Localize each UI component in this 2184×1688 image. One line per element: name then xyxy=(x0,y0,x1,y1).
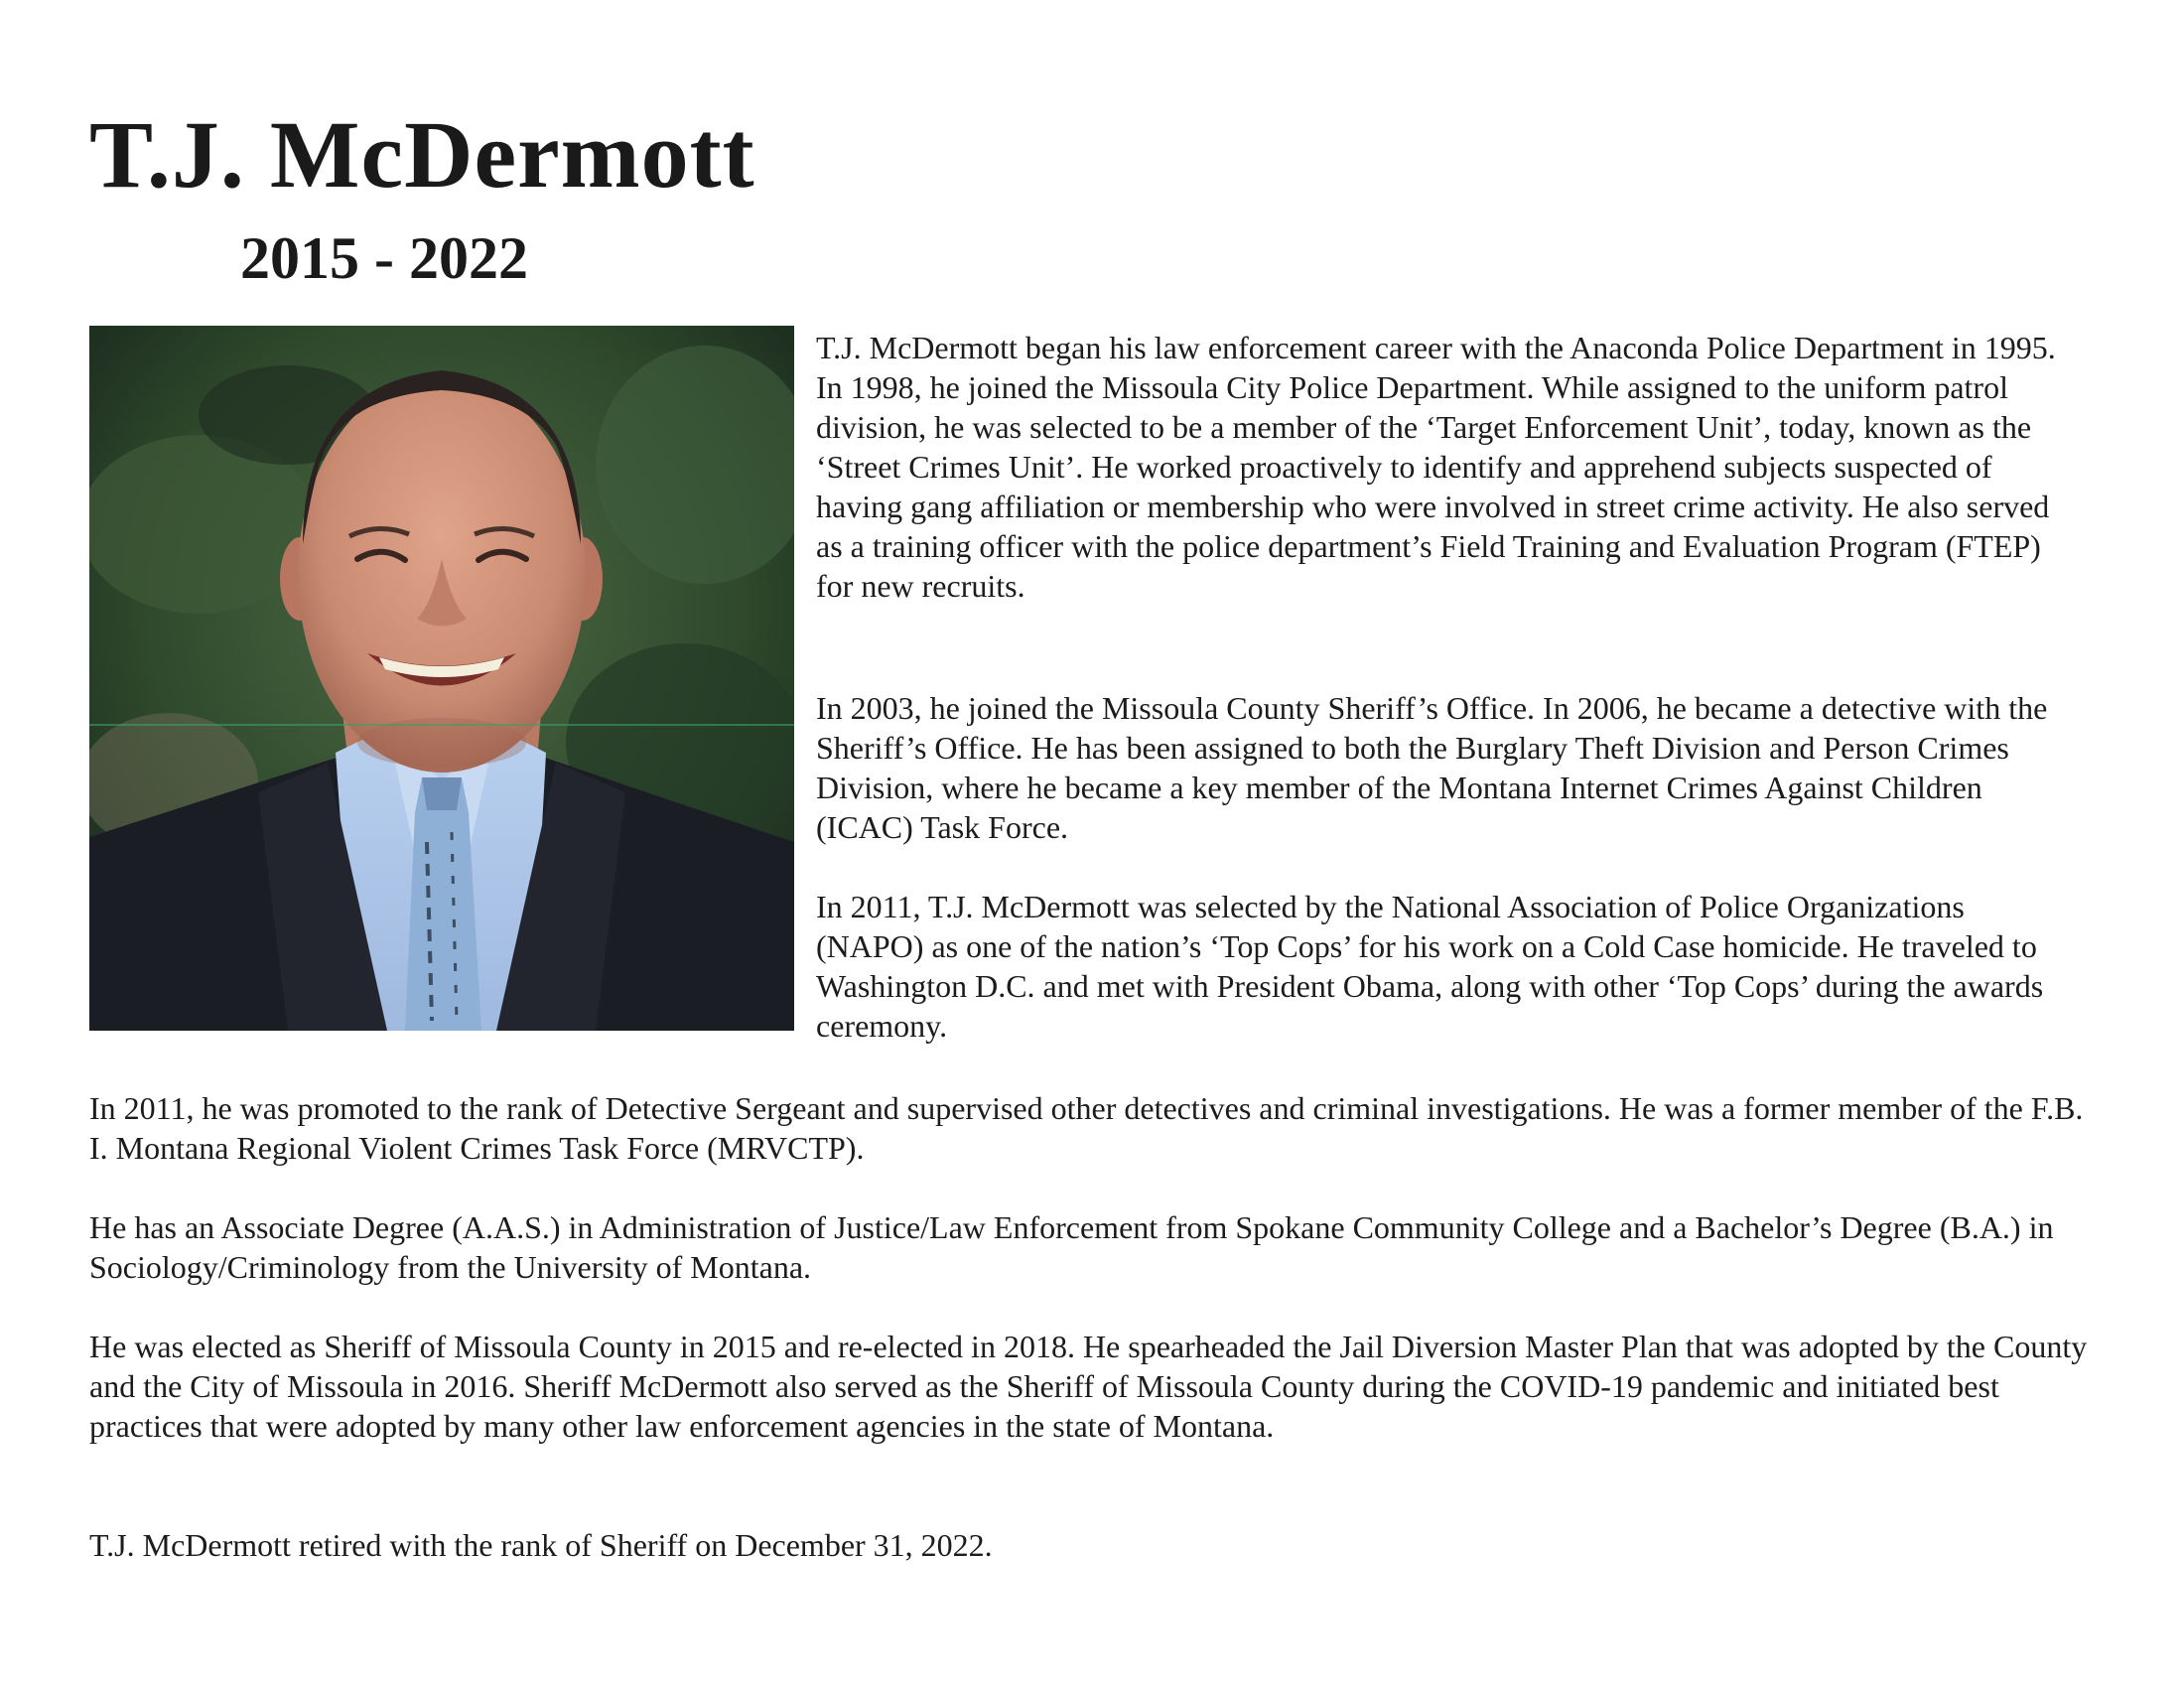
bio-paragraph-sheriffs-office: In 2003, he joined the Missoula County Sheriff’s Office. In 2006, he became a detective with the Sheriff’s Office. He has been assigned to both the Burglary Theft Division and Person Crimes Division, where he became a key member of the Montana Internet Crimes Against Children (ICAC) Task Force. xyxy=(816,690,2048,845)
portrait-photo xyxy=(89,326,794,1031)
bio-paragraph-early-career: T.J. McDermott began his law enforcement career with the Anaconda Police Department in 1995. In 1998, he joined the Missoula City Police Department. While assigned to the uniform patrol division, he was selected to be a member of the ‘Target Enforcement Unit’, today, known as the ‘Street Crimes Unit’. He worked proactively to identify and apprehend subjects suspected of having gang affiliation or membership who were involved in street crime activity. He also served as a training officer with the police department’s Field Training and Evaluation Program (FTEP) for new recruits. xyxy=(816,330,2056,604)
term-years: 2015 - 2022 xyxy=(240,225,528,291)
bio-paragraph-promotion: In 2011, he was promoted to the rank of Detective Sergeant and supervised other detectives and criminal investigations. He was a former member of the F.B. I. Montana Regional Violent Crimes Task Force (MRVCTP). xyxy=(89,1090,2084,1166)
page-title: T.J. McDermott xyxy=(89,101,755,208)
bio-paragraph-sheriff-term: He was elected as Sheriff of Missoula County in 2015 and re-elected in 2018. He spearheaded the Jail Diversion Master Plan that was adopted by the County and the City of Missoula in 2016. Sheriff McDermott also served as the Sheriff of Missoula County during the COVID-19 pandemic and initiated best practices that were adopted by many other law enforcement agencies in the state of Montana. xyxy=(89,1329,2088,1444)
bio-paragraph-top-cops: In 2011, T.J. McDermott was selected by the National Association of Police Organizations (NAPO) as one of the nation’s ‘Top Cops’ for his work on a Cold Case homicide. He traveled to Washington D.C. and met with President Obama, along with other ‘Top Cops’ during the awards ceremony. xyxy=(816,889,2044,1044)
bio-paragraph-retirement: T.J. McDermott retired with the rank of Sheriff on December 31, 2022. xyxy=(89,1527,993,1563)
portrait-illustration xyxy=(89,326,794,1031)
bio-paragraph-education: He has an Associate Degree (A.A.S.) in Administration of Justice/Law Enforcement from Spokane Community College and a Bachelor’s Degree (B.A.) in Sociology/Criminology from the University of Montana. xyxy=(89,1209,2054,1285)
